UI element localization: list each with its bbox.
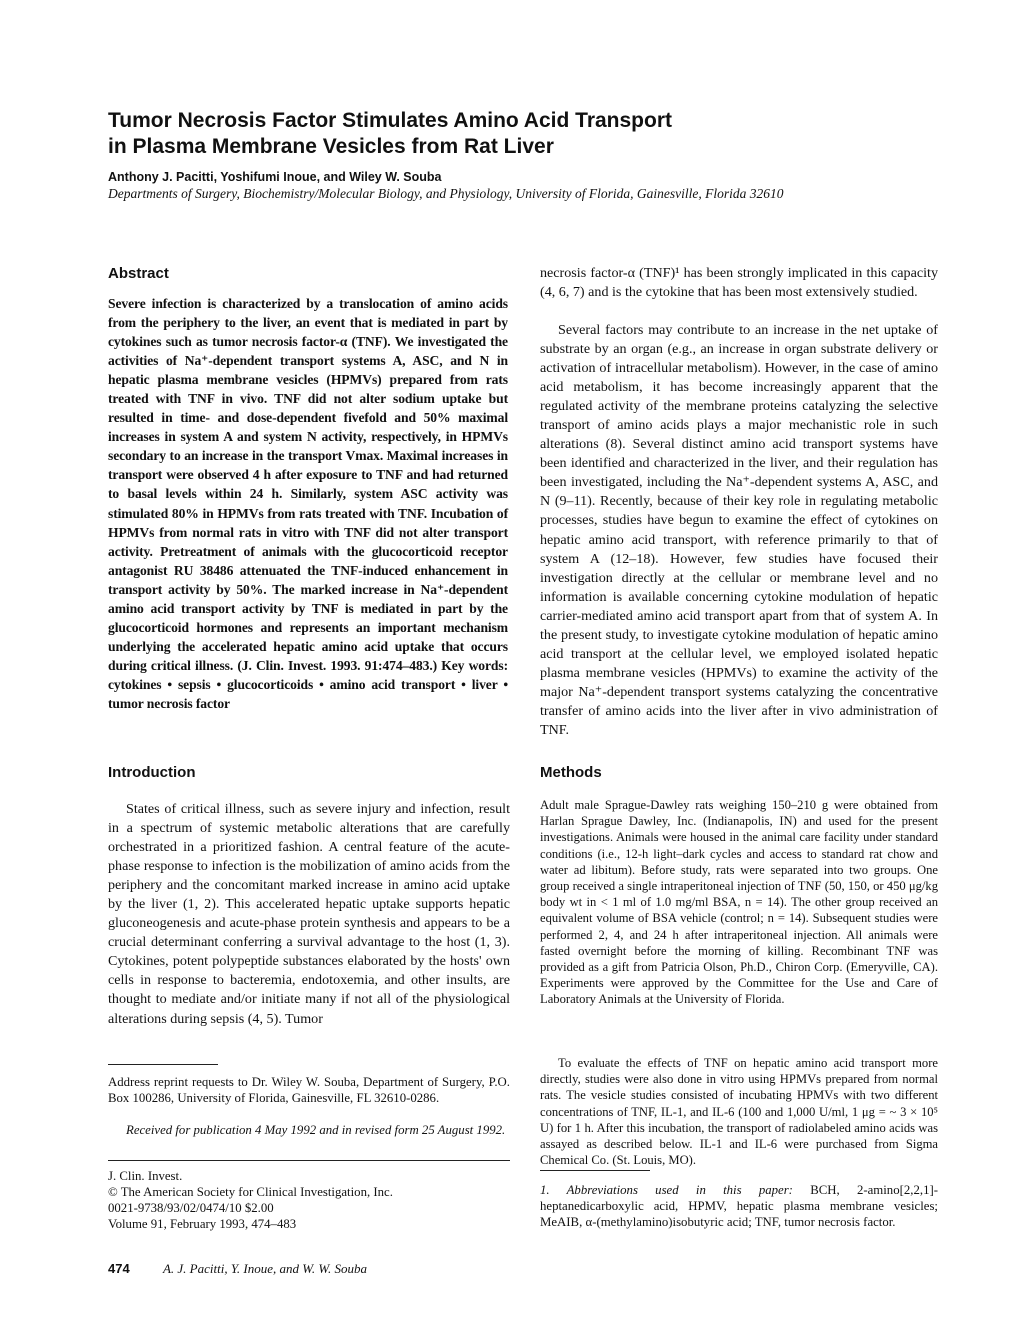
affiliation: Departments of Surgery, Biochemistry/Molecular Biology, and Physiology, University of Florida, Gainesville, Florida 32610 bbox=[108, 186, 784, 201]
introduction-body-right-2: Several factors may contribute to an increase in the net uptake of substrate by an organ (e.g., an increase in organ substrate delivery or activation of intracellular metabolism). However, in the case of amino acid metabolism, it has become increasingly apparent that the regulated activity of the membrane proteins catalyzing the selective transport of amino acids plays a major mechanistic role in such alterations (8). Several distinct amino acid transport systems have been identified and characterized in the liver, and their regulation has been investigated, including the Na⁺-dependent systems A, ASC, and N (9–11). Recently, because of their key role in regulating metabolic processes, studies have begun to examine the effect of cytokines on hepatic amino acid transport, with reference primarily to that of system A (12–18). However, few studies have focused their investigation directly at the cellular or membrane level and no information is available concerning cytokine modulation of hepatic carrier-mediated amino acid transport apart from that of system A. In the present study, to investigate cytokine modulation of hepatic amino acid transport at the cellular level, we employed isolated hepatic plasma membrane vesicles (HPMVs) to examine the activity of the major Na⁺-dependent transport systems catalyzing the concentrative transfer of amino acids into the liver after in vivo administration of TNF. bbox=[540, 322, 938, 738]
footnote-rule bbox=[108, 1064, 218, 1065]
journal-name: J. Clin. Invest. bbox=[108, 1169, 183, 1183]
abbreviation-label: 1. Abbreviations used in this paper: bbox=[540, 1183, 793, 1197]
abstract-heading: Abstract bbox=[108, 265, 169, 282]
author-list: Anthony J. Pacitti, Yoshifumi Inoue, and Wiley W. Souba bbox=[108, 170, 442, 184]
reprint-address: Address reprint requests to Dr. Wiley W. Souba, Department of Surgery, P.O. Box 100286, University of Florida, Gainesville, FL 32610-0286. bbox=[108, 1075, 510, 1105]
introduction-body-left: States of critical illness, such as severe injury and infection, result in a spectrum of systemic metabolic alterations that are carefully orchestrated in a prioritized fashion. A central feature of the acute-phase response to infection is the mobilization of amino acids from the periphery and the concomitant marked increase in amino acid uptake by the liver (1, 2). This accelerated hepatic uptake supports hepatic gluconeogenesis and acute-phase protein synthesis and appears to be a crucial determinant conferring a survival advantage to the host (1, 3). Cytokines, potent polypeptide substances elaborated by the hosts' own cells in response to bacteremia, endotoxemia, and other insults, are thought to mediate and/or initiate many if not all of the physiological alterations during sepsis (4, 5). Tumor bbox=[108, 801, 510, 1027]
abbreviation-rule bbox=[540, 1170, 650, 1171]
received-date: Received for publication 4 May 1992 and in revised form 25 August 1992. bbox=[126, 1123, 506, 1137]
running-authors: A. J. Pacitti, Y. Inoue, and W. W. Souba bbox=[162, 1261, 367, 1276]
title-line-1: Tumor Necrosis Factor Stimulates Amino Acid Transport bbox=[108, 109, 672, 132]
abstract-body: Severe infection is characterized by a translocation of amino acids from the periphery to the liver, an event that is mediated in part by cytokines such as tumor necrosis factor-α (TNF). We investigated the activities of Na⁺-dependent transport systems A, ASC, and N in hepatic plasma membrane vesicles (HPMVs) prepared from rats treated with TNF in vivo. TNF did not alter sodium uptake but resulted in time- and dose-dependent fivefold and 50% maximal increases in system A and system N activity, respectively, in HPMVs secondary to an increase in the transport Vmax. Maximal increases in transport were observed 4 h after exposure to TNF and had returned to basal levels within 24 h. Similarly, system ASC activity was stimulated 80% in HPMVs from rats treated with TNF. Incubation of HPMVs from normal rats in vitro with TNF did not alter transport activity. Pretreatment of animals with the glucocorticoid receptor antagonist RU 38486 attenuated the TNF-induced enhancement in transport activity by 50%. The marked increase in Na⁺-dependent amino acid transport activity by TNF is mediated in part by the glucocorticoid hormones and represents an important mechanism underlying the accelerated hepatic amino acid uptake that occurs during critical illness. (J. Clin. Invest. 1993. 91:474–483.) Key words: cytokines • sepsis • glucocorticoids • amino acid transport • liver • tumor necrosis factor bbox=[108, 296, 508, 711]
title-line-2: in Plasma Membrane Vesicles from Rat Liver bbox=[108, 135, 554, 158]
page-number: 474 bbox=[108, 1261, 130, 1276]
copyright-line: © The American Society for Clinical Investigation, Inc. bbox=[108, 1185, 393, 1199]
issn-line: 0021-9738/93/02/0474/10 $2.00 bbox=[108, 1201, 274, 1215]
abbreviation-text: BCH, 2-amino[2,2,1]-heptanedicarboxylic acid, HPMV, hepatic plasma membrane vesicles; MeAIB, α-(methylamino)isobutyric acid; TNF, tumor necrosis factor. bbox=[540, 1183, 938, 1229]
citation-block bbox=[108, 1168, 510, 1232]
methods-heading: Methods bbox=[540, 764, 602, 781]
article-title bbox=[108, 108, 928, 160]
methods-paragraph-1: Adult male Sprague-Dawley rats weighing 150–210 g were obtained from Harlan Sprague Dawley, Inc. (Indianapolis, IN) and used for the present investigations. Animals were housed in the animal care facility under standard conditions (i.e., 12-h light–dark cycles and access to standard rat chow and water ad libitum). Before study, rats were separated into two groups. One group received a single intraperitoneal injection of TNF (50, 150, or 450 μg/kg body wt in < 1 ml of 1.0 mg/ml BSA, n = 14). The other group received an equivalent volume of BSA vehicle (control; n = 14). Subsequent studies were performed 2, 4, and 24 h after intraperitoneal injection. All animals were fasted overnight before the morning of killing. Recombinant TNF was provided as a gift from Patricia Olson, Ph.D., Chiron Corp. (Emeryville, CA). Experiments were approved by the Committee for the Use and Care of Laboratory Animals at the University of Florida. bbox=[540, 798, 938, 1007]
introduction-heading: Introduction bbox=[108, 764, 196, 781]
volume-line: Volume 91, February 1993, 474–483 bbox=[108, 1217, 297, 1231]
abbreviation-footnote bbox=[540, 1182, 938, 1230]
introduction-body-right-1: necrosis factor-α (TNF)¹ has been strongly implicated in this capacity (4, 6, 7) and is the cytokine that has been most extensively studied. bbox=[540, 265, 938, 301]
page-footer bbox=[108, 1261, 367, 1277]
citation-rule bbox=[108, 1160, 510, 1161]
methods-paragraph-2: To evaluate the effects of TNF on hepatic amino acid transport more directly, studies were also done in vitro using HPMVs prepared from normal rats. The vesicle studies consisted of incubating HPMVs with two different concentrations of TNF, IL-1, and IL-6 (100 and 1,000 U/ml, 1 μg = ~ 3 × 10⁵ U) for 1 h. After this incubation, the transport of radiolabeled amino acids was assayed as described below. IL-1 and IL-6 were purchased from Sigma Chemical Co. (St. Louis, MO). bbox=[540, 1056, 938, 1168]
